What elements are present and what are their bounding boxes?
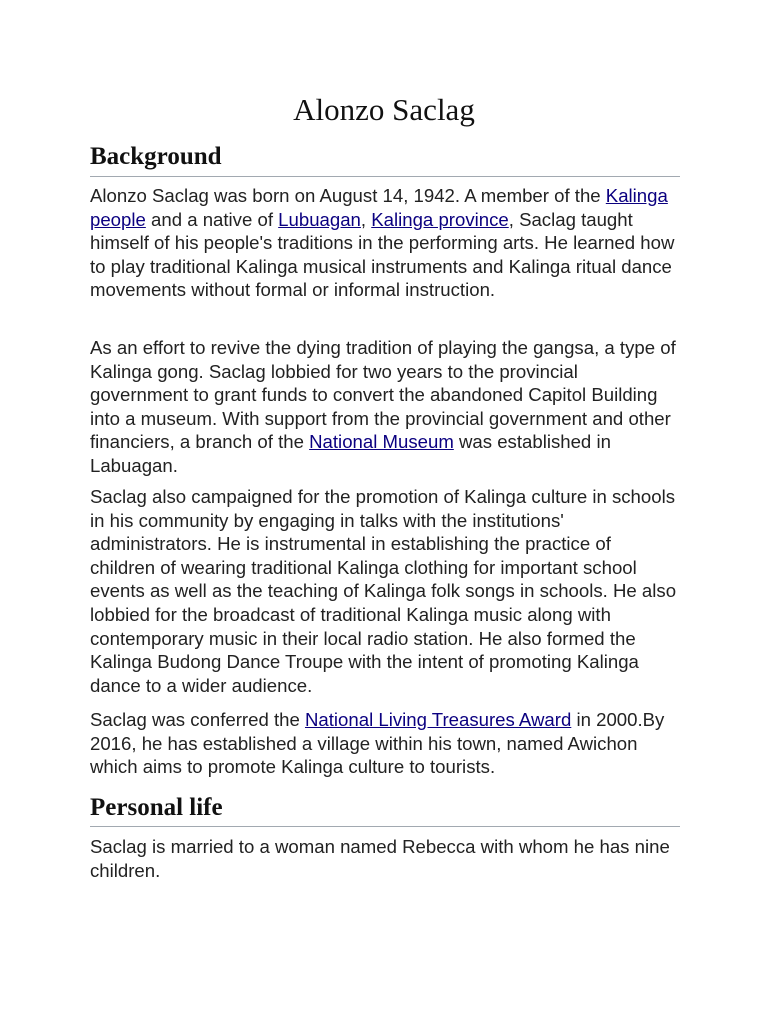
paragraph-text: was established in Labuagan. bbox=[90, 431, 611, 476]
paragraph-background-2 bbox=[90, 336, 680, 478]
paragraph-background-1 bbox=[90, 184, 680, 302]
paragraph-text: Alonzo Saclag was born on August 14, 1942. A member of the bbox=[90, 185, 606, 206]
paragraph-text: As an effort to revive the dying tradition of playing the gangsa, a type of Kalinga gong. Saclag lobbied for two years to the provincial government to grant funds to convert the abandoned Capitol Building into a museum. With support from the provincial government and other financiers, a branch of the bbox=[90, 337, 676, 453]
paragraph-text: and a native of bbox=[145, 208, 279, 230]
paragraph-text: , Saclag taught himself of his people's traditions in the performing arts. He learned how to play traditional Kalinga musical instruments and Kalinga ritual dance movements without formal or informal instruction. bbox=[90, 208, 675, 301]
page-title: Alonzo Saclag bbox=[293, 92, 475, 127]
link-national-museum[interactable]: National Museum bbox=[309, 431, 454, 453]
link-kalinga-people[interactable]: Kalinga people bbox=[90, 185, 668, 230]
link-lubuagan[interactable]: Lubuagan bbox=[278, 208, 361, 230]
section-heading-background: Background bbox=[90, 143, 222, 170]
paragraph-personal-life-1: Saclag is married to a woman named Rebecca with whom he has nine children. bbox=[90, 836, 670, 881]
link-kalinga-province[interactable]: Kalinga province bbox=[371, 208, 509, 230]
section-heading-personal-life: Personal life bbox=[90, 794, 223, 821]
paragraph-text: , bbox=[360, 208, 372, 230]
paragraph-background-3: Saclag also campaigned for the promotion of Kalinga culture in schools in his community by engaging in talks with the institutions' administrators. He is instrumental in establishing the practice of children of wearing traditional Kalinga clothing for important school events as well as the teaching of Kalinga folk songs in schools. He also lobbied for the broadcast of traditional Kalinga music along with contemporary music in their local radio station. He also formed the Kalinga Budong Dance Troupe with the intent of promoting Kalinga dance to a wider audience. bbox=[90, 486, 677, 696]
paragraph-text: in 2000.By 2016, he has established a village within his town, named Awichon which aims to promote Kalinga culture to tourists. bbox=[90, 709, 665, 778]
section-divider-background bbox=[90, 176, 680, 177]
section-divider-personal-life bbox=[90, 826, 680, 827]
paragraph-background-4 bbox=[90, 708, 680, 779]
link-national-living-treasures-award[interactable]: National Living Treasures Award bbox=[304, 709, 572, 730]
paragraph-text: Saclag was conferred the bbox=[90, 709, 305, 730]
